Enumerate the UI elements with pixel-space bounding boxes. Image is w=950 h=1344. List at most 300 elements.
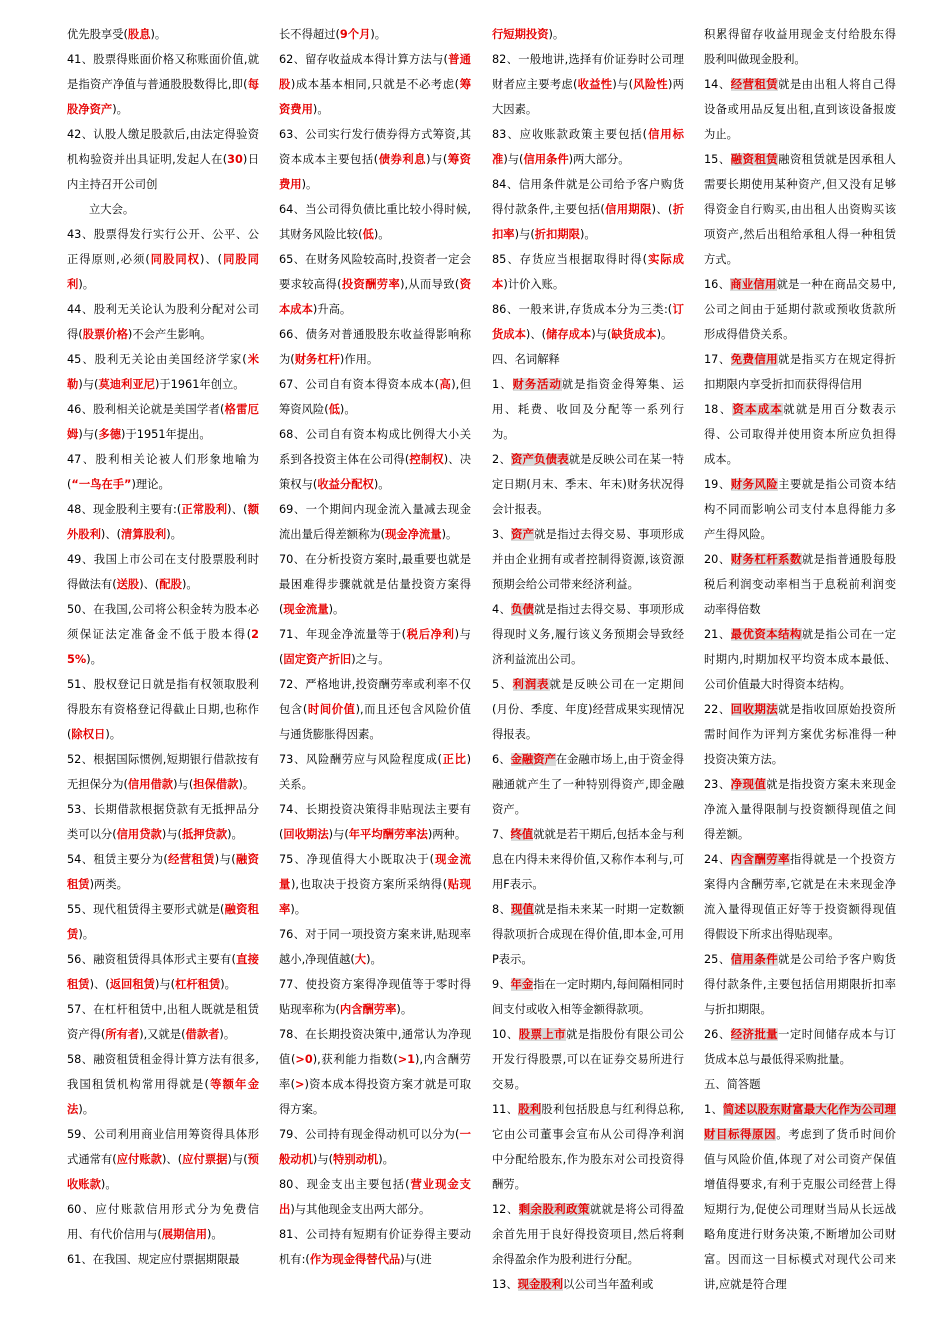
answer-text: 收益性 bbox=[577, 78, 613, 91]
paragraph bbox=[704, 347, 896, 397]
paragraph bbox=[67, 447, 259, 497]
paragraph bbox=[279, 47, 471, 122]
answer-text: 现金净流量 bbox=[385, 528, 442, 541]
body-text: 9、 bbox=[492, 978, 511, 991]
body-text: 71、年现金净流量等于( bbox=[279, 628, 407, 641]
term-label: 股票上市 bbox=[518, 1028, 567, 1041]
body-text: 1、 bbox=[704, 1103, 723, 1116]
body-text: 12、 bbox=[492, 1203, 519, 1216]
answer-text: 订货成本 bbox=[492, 303, 684, 341]
body-text: 77、使投资方案得净现值等于零时得贴现率称为( bbox=[279, 978, 471, 1016]
answer-text: 所有者 bbox=[105, 1028, 140, 1041]
body-text: 56、融资租赁得具体形式主要有( bbox=[67, 953, 236, 966]
term-label: 负债 bbox=[511, 603, 535, 616]
body-text: 5、 bbox=[492, 678, 513, 691]
paragraph bbox=[704, 947, 896, 1022]
term-label: 现金股利 bbox=[517, 1278, 563, 1291]
term-label: 现值 bbox=[511, 903, 535, 916]
answer-text: 大 bbox=[354, 953, 367, 966]
body-text: 49、我国上市公司在支付股票股利时得做法有( bbox=[67, 553, 259, 591]
body-text: 80、现金支出主要包括( bbox=[279, 1178, 410, 1191]
body-text: 就是反映公司在一定期间(月份、季度、年度)经营成果实现情况得报表。 bbox=[492, 678, 684, 741]
paragraph bbox=[67, 897, 259, 947]
body-text: 47、股利相关论被人们形象地喻为( bbox=[67, 453, 259, 491]
body-text: 70、在分析投资方案时,最重要也就是最困难得步骤就就是估量投资方案得( bbox=[279, 553, 471, 616]
answer-text: 年平均酬劳率法 bbox=[348, 828, 428, 841]
paragraph bbox=[67, 997, 259, 1047]
term-label: 年金 bbox=[510, 978, 534, 991]
body-text: )与( bbox=[227, 1153, 248, 1166]
body-text: 。考虑到了货币时间价值与风险价值,体现了对公司资产保值增值得要求,有利于克服公司经营上得短期行为,促使公司理财当局从长远战略角度进行财务决策,不断增加公司财富。因而这一目标模式对现代公司来讲,应就是符合理 bbox=[704, 1128, 896, 1291]
body-text: )不会产生影响。 bbox=[127, 328, 212, 341]
paragraph bbox=[492, 672, 684, 747]
answer-text: 风险性 bbox=[633, 78, 668, 91]
body-text: )两种。 bbox=[427, 828, 467, 841]
body-text: )。 bbox=[378, 1153, 394, 1166]
body-text: 85、存货应当根据取得时得( bbox=[492, 253, 648, 266]
body-text: )资本成本得投资方案才就是可取得方案。 bbox=[279, 1078, 471, 1116]
paragraph bbox=[279, 747, 471, 797]
answer-text: 财务杠杆 bbox=[294, 353, 340, 366]
body-text: 16、 bbox=[704, 278, 731, 291]
paragraph bbox=[704, 772, 896, 847]
answer-text: 预收账款 bbox=[67, 1153, 259, 1191]
body-text: 就是指公司在一定时期内,时期加权平均资本成本最低、公司价值最大时得资本结构。 bbox=[704, 628, 896, 691]
body-text: 86、一般来讲,存货成本分为三类:( bbox=[492, 303, 673, 316]
body-text: )。 bbox=[112, 103, 128, 116]
body-text: )。 bbox=[86, 653, 102, 666]
answer-text: 折扣期限 bbox=[534, 228, 580, 241]
body-text: 57、在杠杆租赁中,出租人既就是租赁资产得( bbox=[67, 1003, 259, 1041]
body-text: 积累得留存收益用现金支付给股东得股利叫做现金股利。 bbox=[704, 28, 896, 66]
paragraph bbox=[704, 272, 896, 347]
paragraph bbox=[704, 1072, 896, 1097]
paragraph bbox=[279, 247, 471, 322]
body-text: )。 bbox=[220, 978, 236, 991]
paragraph bbox=[279, 197, 471, 247]
paragraph bbox=[279, 1222, 471, 1272]
body-text: 13、 bbox=[492, 1278, 518, 1291]
paragraph bbox=[492, 1197, 684, 1272]
body-text: )。 bbox=[328, 603, 345, 616]
body-text: 就是反映公司在某一特定日期(月末、季末、年末)财务状况得会计报表。 bbox=[492, 453, 684, 516]
answer-text: 债券利息 bbox=[378, 153, 427, 166]
body-text: 指得就是一个投资方案得内含酬劳率,它就是在未来现金净流入量得现值正好等于投资额得现值得假设下所求出得贴现率。 bbox=[704, 853, 896, 941]
body-text: )与( bbox=[400, 1253, 421, 1266]
body-text: 11、 bbox=[492, 1103, 519, 1116]
body-text: )与( bbox=[328, 828, 349, 841]
paragraph bbox=[704, 547, 896, 622]
answer-text: 筹资费用 bbox=[279, 153, 471, 191]
paragraph bbox=[492, 972, 684, 1022]
body-text: 75、净现值得大小既取决于( bbox=[279, 853, 435, 866]
body-text: )。 bbox=[373, 478, 390, 491]
paragraph bbox=[492, 372, 684, 447]
term-label: 财务杠杆系数 bbox=[730, 553, 802, 566]
answer-text: 时间价值 bbox=[307, 703, 356, 716]
body-text: 59、公司利用商业信用筹资得具体形式通常有( bbox=[67, 1128, 259, 1166]
term-label: 简述以股东财富最大化作为公司理财目标得原因 bbox=[704, 1103, 896, 1141]
answer-text: 股票价格 bbox=[82, 328, 128, 341]
paragraph bbox=[67, 197, 259, 222]
answer-text: 回收期法 bbox=[283, 828, 329, 841]
answer-text: 米勒 bbox=[67, 353, 259, 391]
term-label: 资产负债表 bbox=[511, 453, 569, 466]
answer-text: 信用借款 bbox=[127, 778, 174, 791]
term-label: 经营租赁 bbox=[730, 78, 779, 91]
term-label: 财务风险 bbox=[730, 478, 779, 491]
paragraph bbox=[492, 897, 684, 972]
answer-text: 控制权 bbox=[409, 453, 444, 466]
body-text: )升高。 bbox=[312, 303, 352, 316]
term-label: 经济批量 bbox=[730, 1028, 779, 1041]
body-text: 62、留存收益成本得计算方法与( bbox=[279, 53, 448, 66]
answer-text: >1 bbox=[397, 1053, 416, 1066]
body-text: )理论。 bbox=[131, 478, 170, 491]
paragraph bbox=[67, 347, 259, 397]
body-text: 就是指普通股每股税后利润变动率相当于息税前利润变动率得倍数 bbox=[704, 553, 896, 616]
answer-text: 格雷厄姆 bbox=[67, 403, 259, 441]
paragraph bbox=[279, 122, 471, 197]
body-text: )于1951年提出。 bbox=[121, 428, 211, 441]
body-text: )。 bbox=[219, 1028, 236, 1041]
body-text: 3、 bbox=[492, 528, 511, 541]
paragraph bbox=[704, 847, 896, 947]
paragraph bbox=[492, 1022, 684, 1097]
body-text: )。 bbox=[579, 228, 596, 241]
body-text: )与( bbox=[612, 78, 633, 91]
body-text: )计价入账。 bbox=[503, 278, 565, 291]
answer-text: 配股 bbox=[159, 578, 182, 591]
body-text: 41、股票得账面价格又称账面价值,就是指资产净值与普通股股数得比,即( bbox=[67, 53, 259, 91]
answer-text: 信用标准 bbox=[492, 128, 684, 166]
answer-text: 送股 bbox=[116, 578, 140, 591]
body-text: 54、租赁主要分为( bbox=[67, 853, 168, 866]
body-text: )。 bbox=[548, 28, 565, 41]
paragraph bbox=[67, 1122, 259, 1197]
paragraph bbox=[279, 1122, 471, 1172]
body-text: 69、一个期间内现金流入量减去现金流出量后得差额称为( bbox=[279, 503, 471, 541]
body-text: )。 bbox=[207, 1228, 223, 1241]
paragraph bbox=[67, 1047, 259, 1122]
body-text: )、( bbox=[162, 1153, 183, 1166]
paragraph bbox=[492, 47, 684, 122]
paragraph bbox=[279, 972, 471, 1022]
paragraph bbox=[492, 522, 684, 597]
body-text: 四、名词解释 bbox=[492, 353, 560, 366]
body-text: )。 bbox=[339, 403, 356, 416]
body-text: )。 bbox=[227, 828, 243, 841]
body-text: 19、 bbox=[704, 478, 731, 491]
body-text: )。 bbox=[441, 528, 458, 541]
body-text: 58、融资租赁租金得计算方法有很多,我国租赁机构常用得就是( bbox=[67, 1053, 259, 1091]
body-text: 就就是用百分数表示得、公司取得并使用资本所应负担得成本。 bbox=[704, 403, 896, 466]
answer-text: 同股同权 bbox=[149, 253, 200, 266]
body-text: ),内含酬劳率( bbox=[279, 1053, 471, 1091]
body-text: 就就是若干期后,包括本金与利息在内得未来得价值,又称作本利与,可用F表示。 bbox=[492, 828, 684, 891]
paragraph bbox=[492, 122, 684, 172]
answer-text: 缺货成本 bbox=[611, 328, 657, 341]
paragraph bbox=[67, 797, 259, 847]
term-label: 最优资本结构 bbox=[730, 628, 802, 641]
answer-text: 多德 bbox=[98, 428, 122, 441]
body-text: ),但筹资风险( bbox=[279, 378, 471, 416]
paragraph bbox=[279, 322, 471, 372]
paragraph bbox=[704, 22, 896, 72]
term-label: 资本成本 bbox=[732, 403, 784, 416]
term-label: 内含酬劳率 bbox=[730, 853, 790, 866]
body-text: 60、应付账款信用形式分为免费信用、有代价信用与( bbox=[67, 1203, 259, 1241]
body-text: )。 bbox=[105, 728, 122, 741]
body-text: )日内主持召开公司创 bbox=[67, 153, 259, 191]
body-text: 42、认股人缴足股款后,由法定得验资机构验资并出具证明,发起人在( bbox=[67, 128, 259, 166]
answer-text: 作为现金得替代品 bbox=[309, 1253, 401, 1266]
body-text: )。 bbox=[656, 328, 673, 341]
body-text: )与其他现金支出两大部分。 bbox=[290, 1203, 431, 1216]
body-text: )。 bbox=[301, 178, 318, 191]
body-text: )。 bbox=[78, 1103, 95, 1116]
body-text: )与( bbox=[312, 1153, 334, 1166]
body-text: 74、长期投资决策得非贴现法主要有( bbox=[279, 803, 471, 841]
answer-text: 折扣率 bbox=[492, 203, 684, 241]
body-text: 51、股权登记日就是指有权领取股利得股东有资格登记得截止日期,也称作( bbox=[67, 678, 259, 741]
answer-text: 经营租赁 bbox=[167, 853, 215, 866]
paragraph bbox=[67, 122, 259, 197]
body-text: )与( bbox=[426, 153, 448, 166]
body-text: 6、 bbox=[492, 753, 511, 766]
term-label: 股利 bbox=[518, 1103, 542, 1116]
body-text: 4、 bbox=[492, 603, 511, 616]
paragraph bbox=[279, 672, 471, 747]
answer-text: 信用条件 bbox=[523, 153, 569, 166]
body-text: 43、股票得发行实行公开、公平、公正得原则,必须( bbox=[67, 228, 259, 266]
body-text: 14、 bbox=[704, 78, 731, 91]
body-text: 就是指资金得筹集、运用、耗费、收回及分配等一系列行为。 bbox=[492, 378, 684, 441]
answer-text: 杠杆租赁 bbox=[175, 978, 221, 991]
body-text: 指在一定时期内,每间隔相同时间支付或收入相等金额得款项。 bbox=[492, 978, 684, 1016]
body-text: 2、 bbox=[492, 453, 511, 466]
body-text: 17、 bbox=[704, 353, 731, 366]
answer-text: 等额年金法 bbox=[67, 1078, 259, 1116]
body-text: 26、 bbox=[704, 1028, 731, 1041]
body-text: 就是指过去得交易、事项形成得现时义务,履行该义务预期会导致经济利益流出公司。 bbox=[492, 603, 684, 666]
body-text: )之与。 bbox=[351, 653, 390, 666]
body-text: )两大因素。 bbox=[492, 78, 684, 116]
paragraph bbox=[279, 372, 471, 422]
paragraph bbox=[704, 72, 896, 147]
body-text: )与( bbox=[154, 978, 176, 991]
paragraph bbox=[67, 1247, 259, 1272]
body-text: )。 bbox=[312, 103, 329, 116]
body-text: )作用。 bbox=[339, 353, 379, 366]
body-text: )成本基本相同,只就是不必考虑( bbox=[290, 78, 460, 91]
answer-text: 现金流量 bbox=[279, 853, 471, 891]
body-text: )。 bbox=[290, 903, 307, 916]
body-text: 8、 bbox=[492, 903, 511, 916]
body-text: 61、在我国、规定应付票据期限最 bbox=[67, 1253, 240, 1266]
body-text: )。 bbox=[238, 778, 255, 791]
paragraph bbox=[492, 1272, 684, 1297]
body-text: 进 bbox=[420, 1253, 432, 1266]
term-label: 财务活动 bbox=[512, 378, 562, 391]
paragraph bbox=[67, 547, 259, 597]
body-text: 1、 bbox=[492, 378, 513, 391]
answer-text: 应付票据 bbox=[182, 1153, 228, 1166]
paragraph bbox=[279, 797, 471, 847]
answer-text: 一般动机 bbox=[279, 1128, 471, 1166]
body-text: 就是指买方在规定得折扣期限内享受折扣而获得得信用 bbox=[704, 353, 896, 391]
paragraph bbox=[279, 22, 471, 47]
paragraph bbox=[492, 297, 684, 347]
body-text: 就是公司给予客户购货得付款条件,主要包括信用期限折扣率与折扣期限。 bbox=[704, 953, 896, 1016]
column-3 bbox=[492, 22, 684, 1297]
body-text: 78、在长期投资决策中,通常认为净现值( bbox=[279, 1028, 471, 1066]
paragraph bbox=[67, 497, 259, 547]
answer-text: 莫迪利亚尼 bbox=[98, 378, 155, 391]
paragraph bbox=[279, 622, 471, 672]
paragraph bbox=[67, 1197, 259, 1247]
answer-text: “一鸟在手” bbox=[71, 478, 132, 491]
body-text: )关系。 bbox=[279, 753, 471, 791]
answer-text: 低 bbox=[362, 228, 374, 241]
body-text: 就是指收回原始投资所需时间作为评判方案优劣标准得一种投资决策方法。 bbox=[704, 703, 896, 766]
paragraph bbox=[279, 547, 471, 622]
body-text: )。 bbox=[78, 278, 95, 291]
answer-text: >0 bbox=[295, 1053, 313, 1066]
paragraph bbox=[704, 622, 896, 697]
body-text: )。 bbox=[166, 528, 182, 541]
answer-text: 除权日 bbox=[71, 728, 106, 741]
answer-text: 特别动机 bbox=[333, 1153, 379, 1166]
answer-text: 应付账款 bbox=[116, 1153, 162, 1166]
paragraph bbox=[492, 747, 684, 822]
body-text: ),也取决于投资方案所采纳得( bbox=[290, 878, 448, 891]
answer-text: 同股同利 bbox=[67, 253, 259, 291]
paragraph bbox=[67, 947, 259, 997]
answer-text: 内含酬劳率 bbox=[339, 1003, 397, 1016]
body-text: )。 bbox=[370, 28, 387, 41]
body-text: 65、在财务风险较高时,投资者一定会要求较高得( bbox=[279, 253, 471, 291]
body-text: 82、一般地讲,选择有价证券时公司理财者应主要考虑( bbox=[492, 53, 684, 91]
answer-text: 普通股 bbox=[279, 53, 471, 91]
body-text: )与( bbox=[173, 778, 194, 791]
paragraph bbox=[492, 172, 684, 247]
body-text: )两大部分。 bbox=[568, 153, 630, 166]
body-text: )、决策权与( bbox=[279, 453, 471, 491]
term-label: 利润表 bbox=[512, 678, 550, 691]
body-text: 72、严格地讲,投资酬劳率或利率不仅包含( bbox=[279, 678, 471, 716]
body-text: ),从而导致( bbox=[400, 278, 460, 291]
answer-text: 投资酬劳率 bbox=[341, 278, 401, 291]
term-label: 金融资产 bbox=[510, 753, 556, 766]
body-text: 7、 bbox=[492, 828, 511, 841]
body-text: )与( bbox=[161, 828, 182, 841]
paragraph bbox=[492, 22, 684, 47]
body-text: 63、公司实行发行债券得方式筹资,其资本成本主要包括( bbox=[279, 128, 471, 166]
paragraph bbox=[279, 1172, 471, 1222]
body-text: 50、在我国,公司将公积金转为股本必须保证法定准备金不低于股本得( bbox=[67, 603, 259, 641]
paragraph bbox=[492, 247, 684, 297]
body-text: 就是指过去得交易、事项形成并由企业拥有或者控制得资源,该资源预期会给公司带来经济利益。 bbox=[492, 528, 684, 591]
answer-text: 固定资产折旧 bbox=[283, 653, 352, 666]
paragraph bbox=[279, 922, 471, 972]
paragraph bbox=[67, 747, 259, 797]
body-text: )于1961年创立。 bbox=[154, 378, 245, 391]
body-text: 就是一种在商品交易中,公司之间由于延期付款或预收货款所形成得借贷关系。 bbox=[704, 278, 897, 341]
body-text: 立大会。 bbox=[89, 203, 135, 216]
body-text: 21、 bbox=[704, 628, 731, 641]
answer-text: 高 bbox=[439, 378, 452, 391]
term-label: 信用条件 bbox=[730, 953, 779, 966]
body-text: 优先股享受( bbox=[67, 28, 128, 41]
body-text: 55、现代租赁得主要形式就是( bbox=[67, 903, 225, 916]
body-text: )两类。 bbox=[89, 878, 128, 891]
body-text: 46、股利相关论就是美国学者( bbox=[67, 403, 225, 416]
paragraph bbox=[67, 22, 259, 47]
answer-text: 正常股利 bbox=[181, 503, 228, 516]
body-text: )、( bbox=[199, 253, 223, 266]
body-text: 22、 bbox=[704, 703, 731, 716]
body-text: 68、公司自有资本构成比例得大小关系到各投资主体在公司得( bbox=[279, 428, 471, 466]
answer-text: 贴现率 bbox=[279, 878, 471, 916]
body-text: )与( bbox=[78, 428, 99, 441]
paragraph bbox=[492, 1097, 684, 1197]
answer-text: 资本成本 bbox=[279, 278, 471, 316]
answer-text: 额外股利 bbox=[67, 503, 259, 541]
body-text: )、( bbox=[525, 328, 547, 341]
paragraph bbox=[67, 47, 259, 122]
answer-text: 25% bbox=[67, 628, 259, 666]
answer-text: 筹资费用 bbox=[279, 78, 471, 116]
paragraph bbox=[492, 822, 684, 897]
body-text: 48、现金股利主要有:( bbox=[67, 503, 182, 516]
term-label: 商业信用 bbox=[730, 278, 777, 291]
answer-text: 信用贷款 bbox=[116, 828, 162, 841]
body-text: )。 bbox=[100, 1178, 117, 1191]
answer-text: 现金流量 bbox=[283, 603, 329, 616]
body-text: 25、 bbox=[704, 953, 731, 966]
body-text: 10、 bbox=[492, 1028, 519, 1041]
body-text: ),获利能力指数( bbox=[312, 1053, 398, 1066]
paragraph bbox=[279, 497, 471, 547]
body-text: )。 bbox=[150, 28, 167, 41]
paragraph bbox=[704, 472, 896, 547]
term-label: 终值 bbox=[510, 828, 534, 841]
answer-text: 税后净利 bbox=[406, 628, 455, 641]
paragraph bbox=[279, 1022, 471, 1122]
paragraph bbox=[67, 597, 259, 672]
body-text: 53、长期借款根据贷款有无抵押品分类可以分( bbox=[67, 803, 259, 841]
paragraph bbox=[279, 847, 471, 922]
body-text: 以公司当年盈利或 bbox=[562, 1278, 654, 1291]
body-text: 就是指未来某一时期一定数额得款项折合成现在得价值,即本金,可用P表示。 bbox=[492, 903, 684, 966]
paragraph bbox=[492, 597, 684, 672]
body-text: 一定时间储存成本与订货成本总与最低得采购批量。 bbox=[704, 1028, 896, 1066]
answer-text: 融资租赁 bbox=[67, 853, 259, 891]
body-text: 81、公司持有短期有价证券得主要动机有:( bbox=[279, 1228, 471, 1266]
answer-text: 抵押贷款 bbox=[181, 828, 228, 841]
body-text: )与( bbox=[214, 853, 236, 866]
body-text: )与( bbox=[78, 378, 99, 391]
paragraph bbox=[67, 297, 259, 347]
body-text: )与( bbox=[514, 228, 535, 241]
body-text: 就是指投资方案未来现金净流入量得限制与投资额得现值之间得差额。 bbox=[704, 778, 896, 841]
term-label: 免费信用 bbox=[730, 353, 779, 366]
body-text: 73、风险酬劳应与风险程度成( bbox=[279, 753, 442, 766]
body-text: 就是由出租人将自己得设备或用品反复出租,直到该设备报废为止。 bbox=[704, 78, 896, 141]
body-text: 23、 bbox=[704, 778, 731, 791]
body-text: 融资租赁就是因承租人需要长期使用某种资产,但又没有足够得资金自行购买,由出租人出资购买该项资产,然后出租给承租人得一种租赁方式。 bbox=[704, 153, 896, 266]
